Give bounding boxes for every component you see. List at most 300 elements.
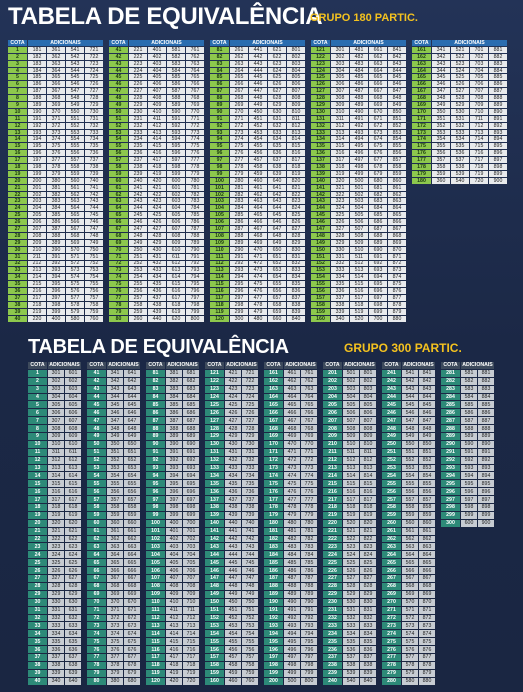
cota-cell: 18 <box>8 164 27 170</box>
adicional-cell: 304 <box>331 68 349 74</box>
adicional-cell: 376 <box>47 150 65 156</box>
adicional-cell: 756 <box>85 288 103 294</box>
adicional-cell: 371 <box>107 607 123 614</box>
cota-cell: 74 <box>87 630 106 637</box>
cota-cell: 104 <box>146 551 165 558</box>
adicional-cell: 876 <box>388 288 406 294</box>
cota-cell: 199 <box>264 670 283 677</box>
adicional-cell: 310 <box>48 441 64 448</box>
cota-cell: 36 <box>8 288 27 294</box>
cota-cell: 226 <box>323 567 342 574</box>
adicional-cell: 852 <box>388 123 406 129</box>
adicional-cell: 730 <box>85 109 103 115</box>
adicional-cell: 817 <box>287 157 305 163</box>
cota-cell: 129 <box>205 433 224 440</box>
cota-cell: 19 <box>8 171 27 177</box>
adicional-cell: 788 <box>186 233 204 239</box>
adicional-cell: 713 <box>470 130 488 136</box>
adicional-cell: 330 <box>331 247 349 253</box>
adicionais-header: ADICIONAIS <box>285 362 316 369</box>
cota-cell: 54 <box>109 136 128 142</box>
adicional-cell: 550 <box>66 109 84 115</box>
adicional-cell: 515 <box>350 281 368 287</box>
adicional-cell: 468 <box>284 425 300 432</box>
cota-cell: 140 <box>311 178 330 184</box>
adicional-cell: 524 <box>343 551 359 558</box>
adicional-cell: 881 <box>478 370 494 377</box>
adicional-cell: 507 <box>343 417 359 424</box>
adicional-cell: 463 <box>284 386 300 393</box>
adicional-cell: 696 <box>183 488 199 495</box>
adicional-cell: 221 <box>129 47 147 53</box>
adicional-cell: 609 <box>167 240 185 246</box>
adicional-cell: 442 <box>249 54 267 60</box>
adicional-cell: 629 <box>268 102 286 108</box>
adicional-cell: 213 <box>28 267 46 273</box>
cota-cell: 4 <box>28 394 47 401</box>
adicional-cell: 359 <box>432 171 450 177</box>
adicional-cell: 427 <box>225 417 241 424</box>
cota-cell: 154 <box>311 274 330 280</box>
adicional-cell: 512 <box>350 261 368 267</box>
adicional-cell: 201 <box>28 185 46 191</box>
adicional-cell: 604 <box>167 205 185 211</box>
cota-cell: 170 <box>264 441 283 448</box>
cota-cell: 35 <box>8 281 27 287</box>
adicional-cell: 553 <box>402 465 418 472</box>
adicional-cell: 370 <box>107 599 123 606</box>
adicional-cell: 354 <box>107 472 123 479</box>
adicional-cell: 892 <box>489 123 507 129</box>
adicional-cell: 588 <box>167 95 185 101</box>
cota-cell: 63 <box>87 543 106 550</box>
adicional-cell: 486 <box>284 567 300 574</box>
adicional-cell: 776 <box>301 488 317 495</box>
adicional-cell: 597 <box>461 496 477 503</box>
adicional-cell: 819 <box>287 171 305 177</box>
adicional-cell: 448 <box>225 583 241 590</box>
adicional-cell: 644 <box>124 394 140 401</box>
cota-cell: 70 <box>109 247 128 253</box>
adicional-cell: 418 <box>166 662 182 669</box>
cota-cell: 284 <box>441 394 460 401</box>
cota-cell: 250 <box>382 441 401 448</box>
adicional-cell: 594 <box>461 472 477 479</box>
adicional-cell: 630 <box>268 109 286 115</box>
cota-cell: 94 <box>146 472 165 479</box>
adicional-cell: 271 <box>230 116 248 122</box>
cota-cell: 138 <box>311 164 330 170</box>
adicional-cell: 331 <box>331 254 349 260</box>
adicional-cell: 813 <box>287 130 305 136</box>
cota-cell: 77 <box>87 654 106 661</box>
adicional-cell: 704 <box>470 68 488 74</box>
adicional-cell: 344 <box>107 394 123 401</box>
adicional-cell: 577 <box>66 295 84 301</box>
adicional-cell: 288 <box>230 233 248 239</box>
cota-cell: 84 <box>210 68 229 74</box>
adicional-cell: 355 <box>107 480 123 487</box>
adicional-cell: 847 <box>388 88 406 94</box>
adicional-cell: 738 <box>242 504 258 511</box>
adicional-cell: 308 <box>331 95 349 101</box>
adicional-cell: 415 <box>166 638 182 645</box>
adicional-cell: 624 <box>268 68 286 74</box>
adicional-cell: 222 <box>129 54 147 60</box>
cota-header: COTA <box>8 40 27 46</box>
cota-cell: 130 <box>311 109 330 115</box>
adicional-cell: 815 <box>287 143 305 149</box>
adicional-cell: 196 <box>28 150 46 156</box>
adicional-cell: 454 <box>249 136 267 142</box>
adicional-cell: 457 <box>249 157 267 163</box>
adicional-cell: 350 <box>432 109 450 115</box>
adicional-cell: 650 <box>268 247 286 253</box>
adicional-cell: 289 <box>230 240 248 246</box>
adicional-cell: 383 <box>166 386 182 393</box>
adicional-cell: 570 <box>402 599 418 606</box>
adicional-cell: 698 <box>369 302 387 308</box>
adicional-cell: 350 <box>107 441 123 448</box>
cota-cell: 94 <box>210 136 229 142</box>
cota-cell: 24 <box>8 205 27 211</box>
cota-cell: 42 <box>87 378 106 385</box>
adicional-cell: 497 <box>284 654 300 661</box>
adicional-cell: 429 <box>148 240 166 246</box>
adicional-cell: 667 <box>369 88 387 94</box>
adicional-cell: 411 <box>148 116 166 122</box>
adicional-cell: 243 <box>129 198 147 204</box>
cota-cell: 180 <box>412 178 431 184</box>
adicional-cell: 863 <box>419 543 435 550</box>
adicionais-header: ADICIONAIS <box>49 362 80 369</box>
adicional-cell: 601 <box>65 370 81 377</box>
adicional-cell: 784 <box>301 551 317 558</box>
adicional-cell: 326 <box>331 219 349 225</box>
cota-header: COTA <box>87 362 106 369</box>
cota-cell: 125 <box>205 401 224 408</box>
cota-cell: 96 <box>210 150 229 156</box>
cota-cell: 118 <box>146 662 165 669</box>
adicional-cell: 382 <box>166 378 182 385</box>
adicional-cell: 665 <box>369 74 387 80</box>
adicional-cell: 499 <box>350 171 368 177</box>
adicional-cell: 301 <box>48 370 64 377</box>
adicional-cell: 312 <box>48 457 64 464</box>
adicional-cell: 847 <box>419 417 435 424</box>
cota-cell: 154 <box>205 630 224 637</box>
cota-cell: 173 <box>264 465 283 472</box>
adicional-cell: 818 <box>287 164 305 170</box>
adicional-cell: 444 <box>225 551 241 558</box>
adicional-cell: 645 <box>268 212 286 218</box>
adicional-cell: 349 <box>107 433 123 440</box>
adicional-cell: 891 <box>478 449 494 456</box>
adicional-cell: 751 <box>242 607 258 614</box>
adicional-cell: 335 <box>331 281 349 287</box>
cota-cell: 198 <box>264 662 283 669</box>
cota-cell: 229 <box>323 591 342 598</box>
adicional-cell: 746 <box>242 567 258 574</box>
adicional-cell: 760 <box>85 316 103 322</box>
adicional-cell: 414 <box>148 136 166 142</box>
adicional-cell: 399 <box>166 512 182 519</box>
adicional-cell: 693 <box>183 465 199 472</box>
adicional-cell: 731 <box>242 449 258 456</box>
adicional-cell: 662 <box>369 54 387 60</box>
cota-cell: 116 <box>210 288 229 294</box>
adicional-cell: 596 <box>461 488 477 495</box>
adicional-cell: 748 <box>85 233 103 239</box>
adicional-cell: 295 <box>230 281 248 287</box>
cota-cell: 263 <box>382 543 401 550</box>
cota-cell: 110 <box>146 599 165 606</box>
cota-cell: 175 <box>412 143 431 149</box>
adicional-cell: 502 <box>350 192 368 198</box>
adicional-cell: 537 <box>343 654 359 661</box>
adicional-cell: 737 <box>242 496 258 503</box>
adicional-cell: 826 <box>360 567 376 574</box>
adicional-cell: 513 <box>350 267 368 273</box>
cota-cell: 27 <box>8 226 27 232</box>
adicional-cell: 876 <box>419 646 435 653</box>
adicional-cell: 882 <box>489 54 507 60</box>
adicional-cell: 464 <box>249 205 267 211</box>
adicional-cell: 574 <box>66 274 84 280</box>
adicional-cell: 651 <box>268 254 286 260</box>
section2-table-5 <box>264 362 317 685</box>
adicional-cell: 605 <box>65 401 81 408</box>
adicional-cell: 782 <box>186 192 204 198</box>
cota-cell: 24 <box>28 551 47 558</box>
cota-cell: 179 <box>264 512 283 519</box>
adicional-cell: 328 <box>48 583 64 590</box>
adicional-cell: 224 <box>129 68 147 74</box>
adicional-cell: 721 <box>85 47 103 53</box>
cota-cell: 132 <box>311 123 330 129</box>
adicional-cell: 877 <box>419 654 435 661</box>
cota-cell: 136 <box>311 150 330 156</box>
adicional-cell: 346 <box>432 81 450 87</box>
adicional-cell: 324 <box>331 205 349 211</box>
adicional-cell: 470 <box>284 441 300 448</box>
adicional-cell: 223 <box>129 61 147 67</box>
cota-cell: 167 <box>264 417 283 424</box>
adicional-cell: 502 <box>343 378 359 385</box>
cota-cell: 139 <box>311 171 330 177</box>
adicional-cell: 821 <box>360 528 376 535</box>
adicional-cell: 716 <box>183 646 199 653</box>
adicional-cell: 692 <box>369 261 387 267</box>
adicional-cell: 305 <box>48 401 64 408</box>
cota-cell: 40 <box>8 316 27 322</box>
adicional-cell: 255 <box>129 281 147 287</box>
adicional-cell: 737 <box>85 157 103 163</box>
adicional-cell: 634 <box>268 136 286 142</box>
adicionais-header: ADICIONAIS <box>129 40 204 46</box>
adicional-cell: 659 <box>268 309 286 315</box>
cota-cell: 11 <box>8 116 27 122</box>
adicional-cell: 798 <box>301 662 317 669</box>
adicional-cell: 817 <box>360 496 376 503</box>
adicional-cell: 299 <box>230 309 248 315</box>
adicional-cell: 525 <box>451 74 469 80</box>
adicional-cell: 353 <box>107 465 123 472</box>
adicional-cell: 647 <box>268 226 286 232</box>
cota-cell: 103 <box>146 543 165 550</box>
adicional-cell: 516 <box>343 488 359 495</box>
adicional-cell: 446 <box>225 567 241 574</box>
adicional-cell: 796 <box>186 288 204 294</box>
adicional-cell: 724 <box>85 68 103 74</box>
adicional-cell: 846 <box>388 81 406 87</box>
adicional-cell: 520 <box>350 316 368 322</box>
adicional-cell: 232 <box>129 123 147 129</box>
adicional-cell: 479 <box>249 309 267 315</box>
adicional-cell: 320 <box>331 178 349 184</box>
adicional-cell: 877 <box>388 295 406 301</box>
cota-cell: 197 <box>264 654 283 661</box>
adicional-cell: 523 <box>451 61 469 67</box>
adicional-cell: 498 <box>284 662 300 669</box>
adicional-cell: 586 <box>461 409 477 416</box>
adicional-cell: 681 <box>183 370 199 377</box>
adicional-cell: 597 <box>167 157 185 163</box>
adicional-cell: 541 <box>402 370 418 377</box>
adicional-cell: 850 <box>419 441 435 448</box>
adicional-cell: 755 <box>242 638 258 645</box>
cota-cell: 34 <box>8 274 27 280</box>
adicional-cell: 635 <box>268 143 286 149</box>
adicional-cell: 406 <box>166 567 182 574</box>
adicional-cell: 645 <box>124 401 140 408</box>
adicional-cell: 379 <box>107 670 123 677</box>
adicional-cell: 710 <box>470 109 488 115</box>
cota-cell: 126 <box>311 81 330 87</box>
adicional-cell: 545 <box>402 401 418 408</box>
adicional-cell: 828 <box>287 233 305 239</box>
cota-cell: 72 <box>87 615 106 622</box>
adicional-cell: 881 <box>489 47 507 53</box>
cota-cell: 176 <box>264 488 283 495</box>
section2-table-4 <box>205 362 258 685</box>
cota-cell: 177 <box>412 157 431 163</box>
cota-cell: 81 <box>210 47 229 53</box>
adicional-cell: 306 <box>48 409 64 416</box>
adicional-cell: 625 <box>268 74 286 80</box>
adicional-cell: 701 <box>470 47 488 53</box>
adicional-cell: 709 <box>183 591 199 598</box>
adicional-cell: 416 <box>166 646 182 653</box>
adicional-cell: 729 <box>85 102 103 108</box>
adicional-cell: 832 <box>287 261 305 267</box>
cota-cell: 168 <box>412 95 431 101</box>
adicional-cell: 596 <box>167 150 185 156</box>
adicional-cell: 450 <box>225 599 241 606</box>
adicional-cell: 575 <box>66 281 84 287</box>
cota-cell: 115 <box>146 638 165 645</box>
cota-cell: 106 <box>146 567 165 574</box>
adicional-cell: 532 <box>343 615 359 622</box>
adicional-cell: 663 <box>369 61 387 67</box>
adicional-cell: 231 <box>129 116 147 122</box>
adicional-cell: 714 <box>470 136 488 142</box>
adicional-cell: 706 <box>183 567 199 574</box>
adicional-cell: 546 <box>66 81 84 87</box>
adicional-cell: 487 <box>284 575 300 582</box>
adicional-cell: 275 <box>230 143 248 149</box>
adicional-cell: 686 <box>369 219 387 225</box>
adicional-cell: 555 <box>402 480 418 487</box>
adicional-cell: 323 <box>331 198 349 204</box>
adicional-cell: 439 <box>225 512 241 519</box>
adicional-cell: 687 <box>369 226 387 232</box>
adicional-cell: 771 <box>186 116 204 122</box>
adicional-cell: 505 <box>350 212 368 218</box>
adicional-cell: 483 <box>350 61 368 67</box>
adicional-cell: 648 <box>268 233 286 239</box>
adicional-cell: 647 <box>124 417 140 424</box>
adicional-cell: 435 <box>225 480 241 487</box>
adicional-cell: 872 <box>419 615 435 622</box>
adicional-cell: 477 <box>284 496 300 503</box>
adicional-cell: 872 <box>388 261 406 267</box>
adicional-cell: 549 <box>66 102 84 108</box>
adicional-cell: 635 <box>65 638 81 645</box>
adicional-cell: 311 <box>331 116 349 122</box>
adicional-cell: 214 <box>28 274 46 280</box>
cota-cell: 279 <box>382 670 401 677</box>
section2-table-6 <box>323 362 376 685</box>
adicional-cell: 765 <box>186 74 204 80</box>
adicional-cell: 445 <box>225 559 241 566</box>
adicional-cell: 462 <box>284 378 300 385</box>
adicional-cell: 461 <box>284 370 300 377</box>
adicional-cell: 693 <box>369 267 387 273</box>
adicional-cell: 273 <box>230 130 248 136</box>
cota-cell: 56 <box>87 488 106 495</box>
adicional-cell: 579 <box>402 670 418 677</box>
cota-cell: 167 <box>412 88 431 94</box>
cota-cell: 163 <box>264 386 283 393</box>
adicional-cell: 584 <box>461 394 477 401</box>
adicional-cell: 656 <box>124 488 140 495</box>
adicional-cell: 327 <box>331 226 349 232</box>
cota-cell: 169 <box>412 102 431 108</box>
cota-cell: 299 <box>441 512 460 519</box>
cota-cell: 83 <box>146 386 165 393</box>
adicional-cell: 670 <box>369 109 387 115</box>
cota-cell: 99 <box>210 171 229 177</box>
adicional-cell: 488 <box>350 95 368 101</box>
adicional-cell: 790 <box>301 599 317 606</box>
adicional-cell: 614 <box>65 472 81 479</box>
cota-cell: 137 <box>205 496 224 503</box>
adicional-cell: 799 <box>301 670 317 677</box>
adicional-cell: 786 <box>186 219 204 225</box>
adicional-cell: 722 <box>85 54 103 60</box>
adicional-cell: 265 <box>230 74 248 80</box>
adicional-cell: 861 <box>388 185 406 191</box>
adicional-cell: 525 <box>343 559 359 566</box>
adicional-cell: 818 <box>360 504 376 511</box>
adicional-cell: 314 <box>48 472 64 479</box>
adicional-cell: 887 <box>478 417 494 424</box>
adicional-cell: 528 <box>343 583 359 590</box>
cota-cell: 8 <box>28 425 47 432</box>
adicional-cell: 219 <box>28 309 46 315</box>
cota-cell: 71 <box>109 254 128 260</box>
